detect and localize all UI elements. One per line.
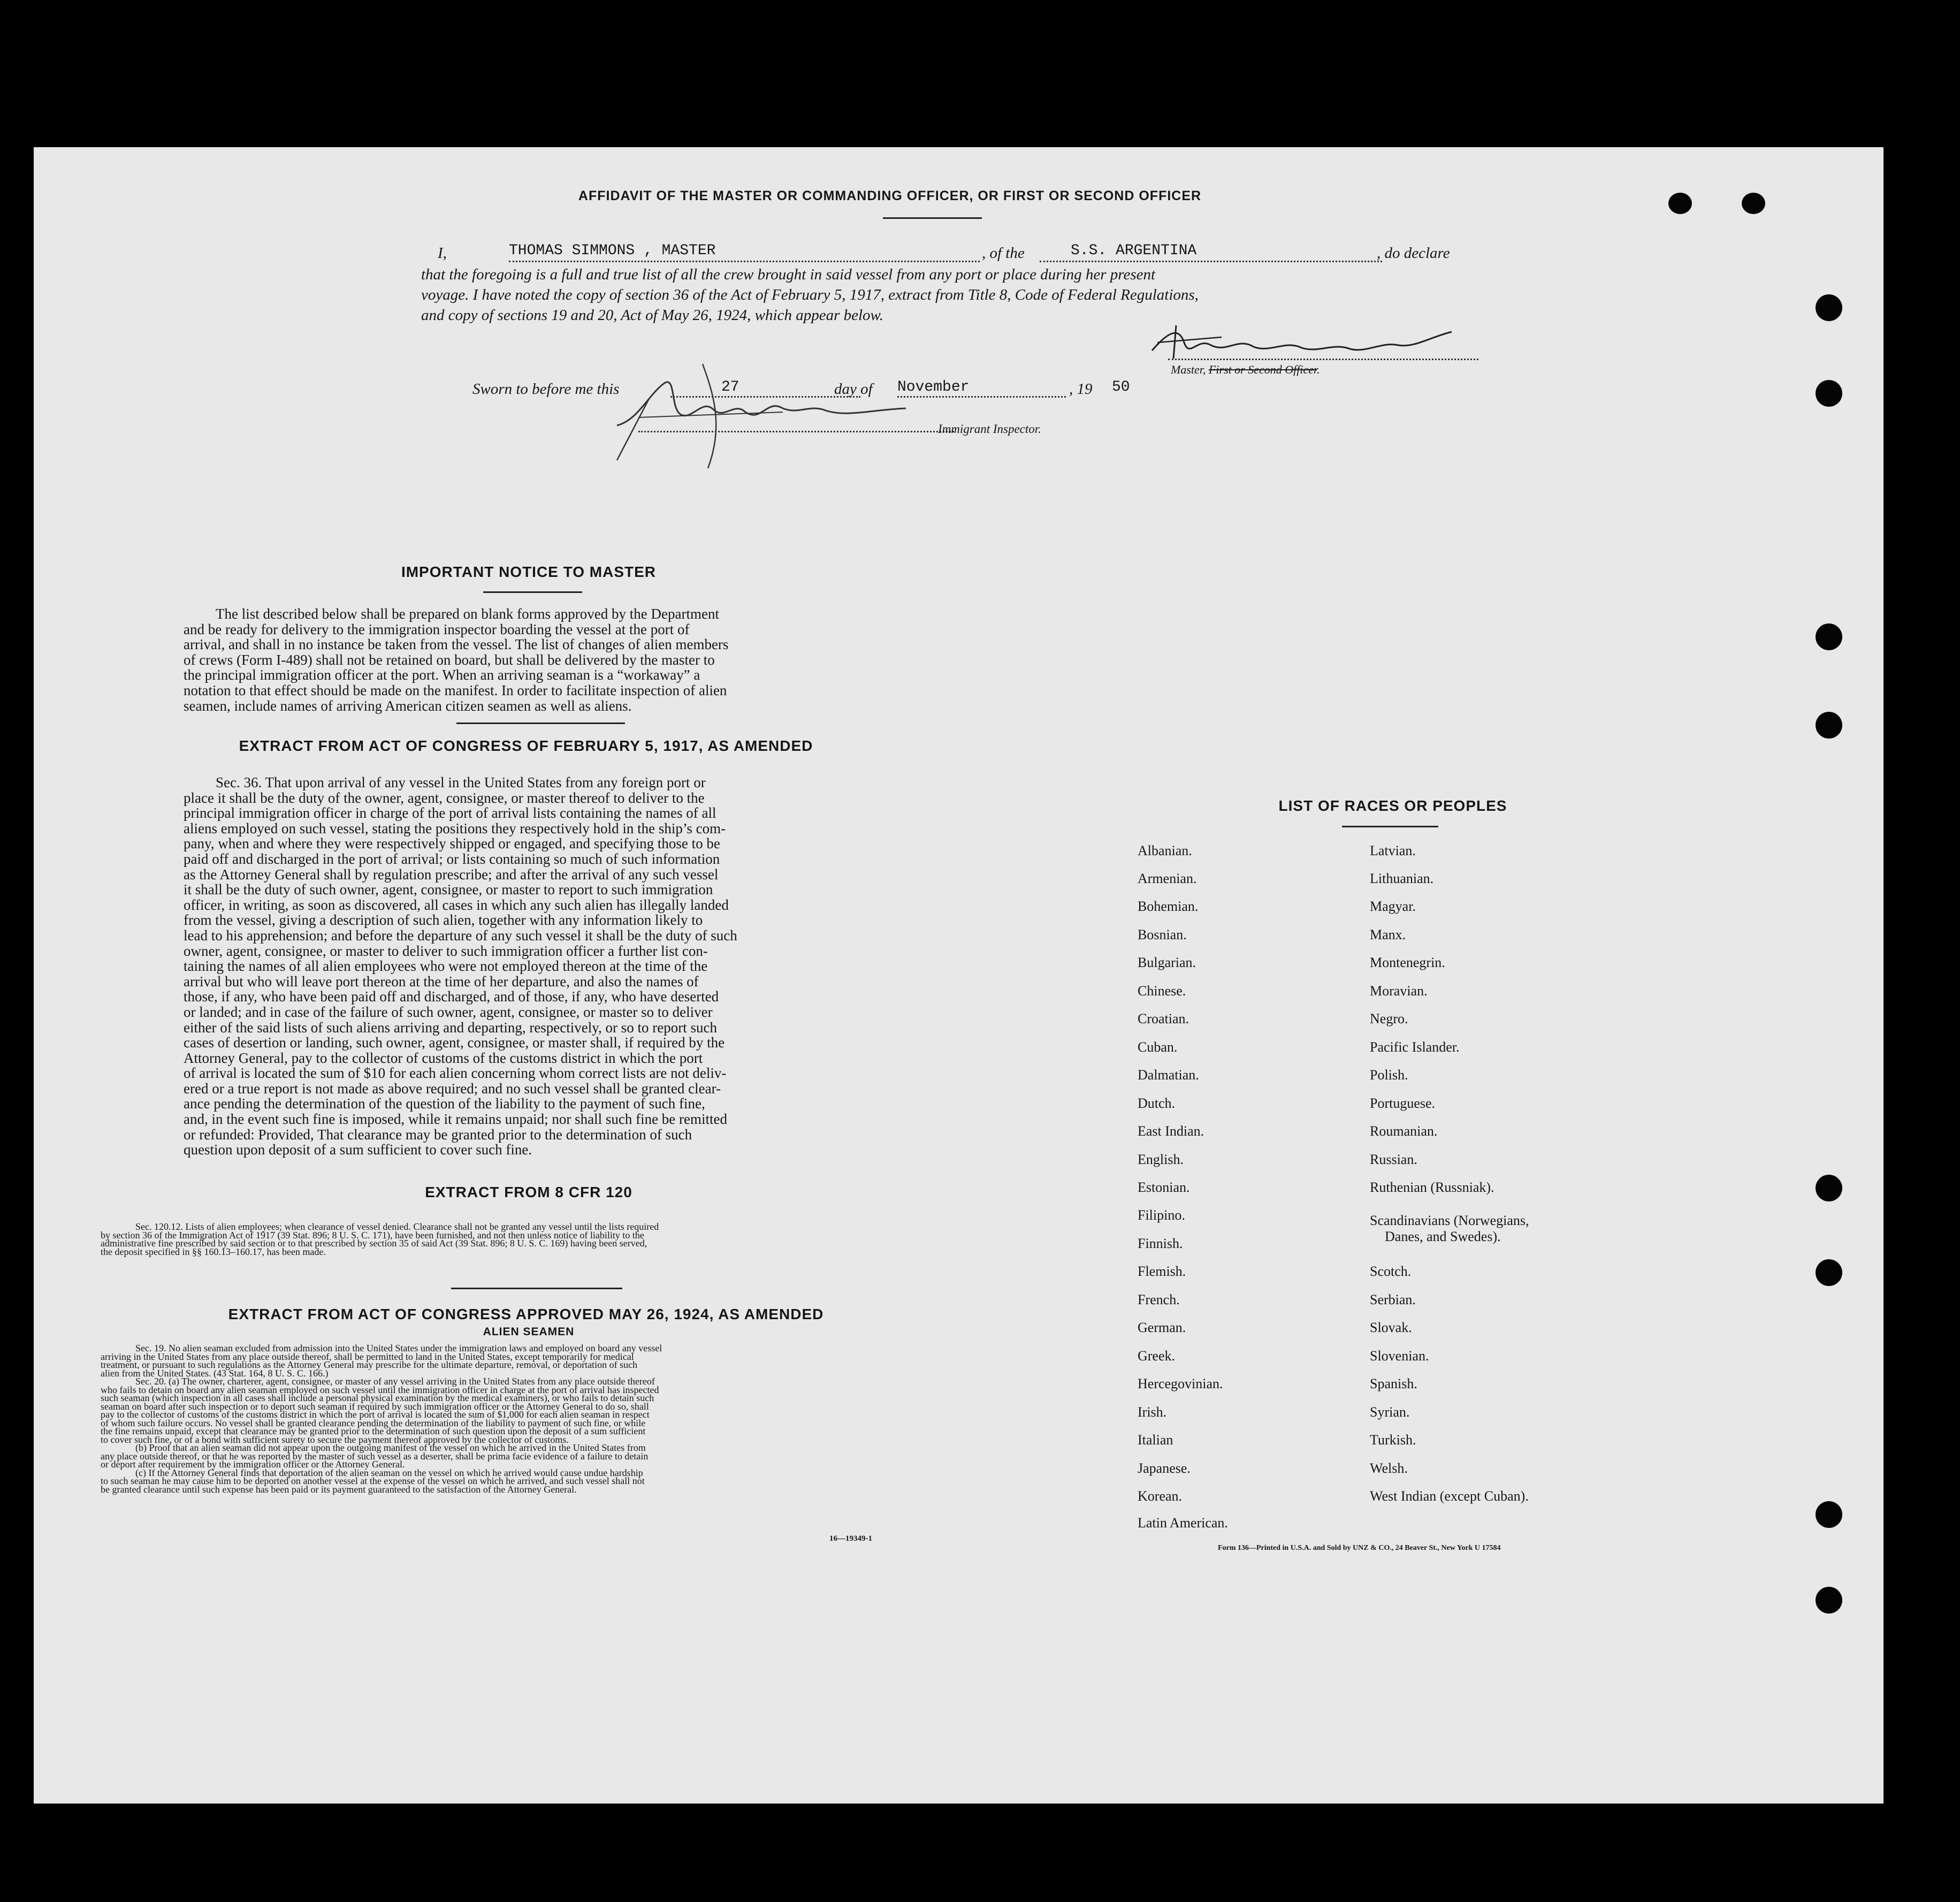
race-item: French. [1138, 1292, 1180, 1307]
race-item: Portuguese. [1370, 1095, 1436, 1111]
act1917-line: those, if any, who have been paid off and discharged, and of those, if any, who have deserted [184, 988, 719, 1005]
race-item: Manx. [1370, 927, 1406, 942]
act1917-line: it shall be the duty of such owner, agent, consignee, or master to report to such immigration [184, 881, 713, 898]
act1917-line: principal immigration officer in charge of the port of arrival lists containing the names of all [184, 805, 716, 821]
statement-line-1: that the foregoing is a full and true list of all the crew brought in said vessel from any port or place during her present [421, 266, 1156, 283]
punch-hole [1816, 712, 1842, 739]
act1924-line: seaman on board after such inspection or to deport such seaman if required by such immigration officer or the Attorney General to do so, shall [101, 1401, 649, 1412]
inspector-signature-line [638, 431, 954, 432]
inspector-caption: Immigrant Inspector. [938, 422, 1041, 436]
notice-line: notation to that effect should be made on the manifest. In order to facilitate inspection of alien [184, 682, 727, 698]
race-item: Chinese. [1138, 983, 1186, 999]
race-item: Polish. [1370, 1067, 1408, 1083]
race-item: English. [1138, 1152, 1184, 1167]
race-item: Latvian. [1370, 843, 1416, 858]
notice-line: The list described below shall be prepared on blank forms approved by the Department [216, 606, 719, 622]
document-sheet [34, 147, 1883, 1804]
race-item: Moravian. [1370, 983, 1428, 999]
punch-hole [1816, 623, 1842, 650]
act1917-line: pany, when and where they were respectively shipped or engaged, and specifying those to be [184, 835, 720, 852]
punch-hole [1668, 193, 1692, 214]
act1917-line: or landed; and in case of the failure of such owner, agent, consignee, or master so to deliver [184, 1003, 713, 1020]
act1917-line: from the vessel, giving a description of such alien, together with any information likely to [184, 912, 703, 929]
cfr-line: administrative fine prescribed by said section or to that prescribed by section 35 of said Act (39 Stat. 896; 8 U. S. C. 169) having been served, [101, 1238, 647, 1249]
notice-line: the principal immigration officer at the port. When an arriving seaman is a “workaway” a [184, 667, 700, 683]
do-declare-label: , do declare [1377, 245, 1450, 262]
race-item: Spanish. [1370, 1376, 1417, 1391]
divider [883, 217, 982, 219]
act1924-subtitle: ALIEN SEAMEN [483, 1326, 575, 1338]
act1917-line: Attorney General, pay to the collector of customs of the customs district in which the port [184, 1049, 703, 1066]
act1924-line: (c) If the Attorney General finds that deportation of the alien seaman on the vessel on which he arrived would cause undue hardship [135, 1467, 643, 1478]
punch-hole [1816, 294, 1842, 321]
punch-hole [1816, 1259, 1842, 1286]
act1924-line: Sec. 19. No alien seaman excluded from admission into the United States under the immigration laws and employed on board any vessel [135, 1343, 662, 1353]
cfr-line: the deposit specified in §§ 160.13–160.17, has been made. [101, 1246, 326, 1257]
race-item: Dalmatian. [1138, 1067, 1199, 1083]
race-item: Italian [1138, 1432, 1173, 1448]
race-item: Hercegovinian. [1138, 1376, 1223, 1391]
notice-line: seamen, include names of arriving American citizen seamen as well as aliens. [184, 697, 632, 714]
act1924-line: or deport after requirement by the immigration officer or the Attorney General. [101, 1459, 405, 1470]
act1924-line: to cover such fine, or of a bond with sufficient surety to secure the payment thereof approved by the collector of customs. [101, 1434, 569, 1445]
act1924-title: EXTRACT FROM ACT OF CONGRESS APPROVED MAY 26, 1924, AS AMENDED [228, 1306, 824, 1322]
race-item: Croatian. [1138, 1011, 1189, 1026]
cfr-line: Sec. 120.12. Lists of alien employees; when clearance of vessel denied. Clearance shall not be granted any vessel until the lists required [135, 1221, 659, 1232]
act1917-line: officer, in writing, as soon as discovered, all cases in which any such alien has illegally landed [184, 896, 729, 913]
day-of-label: day of [834, 381, 873, 398]
race-item: Bohemian. [1138, 899, 1199, 914]
race-item: Lithuanian. [1370, 871, 1434, 886]
act1917-line: taining the names of all alien employees who were not employed thereon at the time of the [184, 958, 708, 975]
punch-hole [1816, 1587, 1842, 1614]
act1924-line: (b) Proof that an alien seaman did not appear upon the outgoing manifest of the vessel on which he arrived in the United States from [135, 1442, 646, 1453]
act1917-line: aliens employed on such vessel, stating the positions they respectively hold in the ship’s com- [184, 820, 726, 836]
race-item: Negro. [1370, 1011, 1408, 1026]
act1924-line: Sec. 20. (a) The owner, charterer, agent, consignee, or master of any vessel arriving in the United States from any place outside thereof [135, 1376, 655, 1387]
affidavit-title: AFFIDAVIT OF THE MASTER OR COMMANDING OFFICER, OR FIRST OR SECOND OFFICER [578, 188, 1202, 203]
act1924-line: be granted clearance until such expense has been paid or its payment guaranteed to the satisfaction of the Attorney General. [101, 1483, 577, 1495]
act1924-line: treatment, or pursuant to such regulations as the Attorney General may prescribe for the ultimate departure, removal, or deportation of such [101, 1359, 638, 1370]
race-item: Dutch. [1138, 1095, 1176, 1111]
race-item: Armenian. [1138, 871, 1197, 886]
notice-line: of crews (Form I-489) shall not be retained on board, but shall be delivered by the master to [184, 651, 715, 668]
race-item: Bosnian. [1138, 927, 1187, 942]
act1924-line: of whom such failure occurs. No vessel shall be granted clearance pending the determination of the liability to payment of such fine, or while [101, 1417, 646, 1428]
master-signature [1147, 321, 1468, 369]
divider [451, 1288, 622, 1289]
act1917-line: of arrival is located the sum of $10 for each alien concerning whom correct lists are not deliv- [184, 1065, 727, 1082]
act1917-line: as the Attorney General shall by regulation prescribe; and after the arrival of any such vessel [184, 866, 719, 882]
act1917-line: either of the said lists of such aliens arriving and departing, respectively, or so to report such [184, 1019, 717, 1036]
master-name-line [509, 261, 980, 262]
race-item: Korean. [1138, 1488, 1183, 1504]
race-item: Filipino. [1138, 1207, 1185, 1223]
race-item: Serbian. [1370, 1292, 1416, 1307]
cfr-line: by section 36 of the Immigration Act of 1917 (39 Stat. 896; 8 U. S. C. 171), have been furnished, and not then unless notice of liability to the [101, 1229, 644, 1241]
act1917-line: place it shall be the duty of the owner, agent, consignee, or master thereof to deliver to the [184, 789, 705, 806]
race-item: Slovak. [1370, 1320, 1412, 1335]
race-item: German. [1138, 1320, 1186, 1335]
notice-line: and be ready for delivery to the immigration inspector boarding the vessel at the port of [184, 621, 690, 637]
race-item: Scandinavians (Norwegians, [1370, 1213, 1529, 1228]
act1917-line: cases of desertion or landing, such owner, agent, consignee, or master shall, if required by the [184, 1034, 725, 1051]
act1924-body [101, 1344, 925, 1494]
act1917-line: question upon deposit of a sum sufficient to cover such fine. [184, 1142, 532, 1158]
race-item: Russian. [1370, 1152, 1417, 1167]
race-item: Slovenian. [1370, 1348, 1429, 1364]
race-item: Syrian. [1370, 1404, 1410, 1420]
race-item: Cuban. [1138, 1039, 1178, 1055]
race-item: West Indian (except Cuban). [1370, 1488, 1529, 1504]
signature-caption-end: . [1317, 363, 1320, 376]
form-code: 16—19349-1 [829, 1534, 872, 1543]
divider [1342, 826, 1438, 827]
act1924-line: arriving in the United States from any place outside thereof, shall be permitted to land in the United States, except temporarily for medical [101, 1351, 634, 1362]
notice-body [184, 606, 836, 713]
notice-line: arrival, and shall in no instance be taken from the vessel. The list of changes of alien members [184, 636, 729, 653]
race-item: Montenegrin. [1370, 955, 1445, 970]
race-item: Ruthenian (Russniak). [1370, 1180, 1494, 1195]
race-item: Turkish. [1370, 1432, 1416, 1448]
sworn-month-value: November [897, 379, 970, 395]
races-title: LIST OF RACES OR PEOPLES [1278, 797, 1507, 814]
race-item: East Indian. [1138, 1123, 1204, 1139]
cfr-body [101, 1223, 925, 1256]
vessel-name-value: S.S. ARGENTINA [1071, 242, 1197, 259]
act1924-line: who fails to detain on board any alien seaman employed on such vessel until the immigration officer in charge at the port of arrival has inspected [101, 1384, 659, 1395]
act1917-line: Sec. 36. That upon arrival of any vessel in the United States from any foreign port or [216, 774, 706, 790]
act1917-body [184, 775, 836, 1158]
race-item: Irish. [1138, 1404, 1167, 1420]
inspector-signature [606, 361, 927, 468]
act1924-line: pay to the collector of customs of the customs district in which the port of arrival is located the sum of $1,000 for each alien seaman in respect [101, 1409, 650, 1420]
vessel-name-line [1040, 261, 1382, 262]
statement-line-2: voyage. I have noted the copy of section 36 of the Act of February 5, 1917, extract from Title 8, Code of Federal Regulations, [421, 286, 1199, 303]
race-item: Japanese. [1138, 1460, 1191, 1476]
race-item: Scotch. [1370, 1264, 1412, 1279]
race-item: Welsh. [1370, 1460, 1408, 1476]
race-item: Flemish. [1138, 1264, 1186, 1279]
master-signature-line [1168, 359, 1478, 360]
race-item: Finnish. [1138, 1236, 1183, 1251]
form-printer-note: Form 136—Printed in U.S.A. and Sold by UNZ & CO., 24 Beaver St., New York U 17584 [1218, 1544, 1501, 1552]
master-name-value: THOMAS SIMMONS , MASTER [509, 242, 716, 259]
divider [483, 591, 582, 593]
act1924-line: any place outside thereof, or that he was reported by the master of such vessel as a deserter, shall be prima facie evidence of a failure to detain [101, 1450, 649, 1462]
act1917-line: ance pending the determination of the question of the liability to the payment of such fine, [184, 1095, 705, 1112]
cfr-title: EXTRACT FROM 8 CFR 120 [425, 1184, 632, 1200]
race-item: Danes, and Swedes). [1385, 1229, 1501, 1244]
sworn-label: Sworn to before me this [472, 381, 620, 398]
signature-caption-master: Master, [1171, 363, 1206, 376]
act1924-line: to such seaman he may cause him to be deported on another vessel at the expense of the vessel on which he arrived, and such vessel shall not [101, 1475, 645, 1486]
race-item: Albanian. [1138, 843, 1192, 858]
race-item: Magyar. [1370, 899, 1416, 914]
act1917-line: lead to his apprehension; and before the departure of any such vessel it shall be the duty of such [184, 927, 737, 944]
divider [456, 722, 625, 724]
punch-hole [1816, 1175, 1842, 1201]
signature-caption [1171, 363, 1320, 377]
act1917-line: owner, agent, consignee, or master to deliver to such immigration officer a further list con- [184, 942, 708, 959]
act1917-line: ered or a true report is not made as above required; and no such vessel shall be granted clear- [184, 1080, 721, 1097]
signature-caption-struck: First or Second Officer [1208, 363, 1317, 376]
notice-title: IMPORTANT NOTICE TO MASTER [401, 564, 657, 580]
punch-hole [1742, 193, 1765, 214]
race-item: Latin American. [1138, 1515, 1228, 1531]
act1917-line: and, in the event such fine is imposed, while it remains unpaid; nor shall such fine be remitted [184, 1111, 728, 1128]
of-the-label: , of the [982, 245, 1025, 262]
race-item: Bulgarian. [1138, 955, 1196, 970]
race-item: Greek. [1138, 1348, 1176, 1364]
statement-line-3: and copy of sections 19 and 20, Act of May 26, 1924, which appear below. [421, 307, 883, 324]
sworn-day-value: 27 [721, 379, 739, 395]
act1924-line: such seaman (which inspection in all cases shall include a personal physical examination by the medical examiners), or who fails to detain such [101, 1393, 654, 1403]
act1917-title: EXTRACT FROM ACT OF CONGRESS OF FEBRUARY 5, 1917, AS AMENDED [239, 737, 813, 754]
race-item: Roumanian. [1370, 1123, 1438, 1139]
punch-hole [1816, 380, 1842, 407]
race-item: Pacific Islander. [1370, 1039, 1460, 1055]
year-label: , 19 [1069, 381, 1093, 398]
act1917-line: arrival but who will leave port thereon at the time of her departure, and also the names of [184, 973, 699, 990]
act1924-line: alien from the United States. (43 Stat. 164, 8 U. S. C. 166.) [101, 1367, 329, 1379]
punch-hole [1816, 1501, 1842, 1528]
act1924-line: the fine remains unpaid, except that clearance may be granted prior to the determination of such question upon the deposit of a sum sufficient [101, 1426, 646, 1436]
act1917-line: or refunded: Provided, That clearance may be granted prior to the determination of such [184, 1126, 692, 1143]
act1917-line: paid off and discharged in the port of arrival; or lists containing so much of such information [184, 850, 720, 867]
sworn-year-value: 50 [1112, 379, 1130, 395]
declare-i: I, [438, 245, 447, 262]
race-item: Estonian. [1138, 1180, 1190, 1195]
